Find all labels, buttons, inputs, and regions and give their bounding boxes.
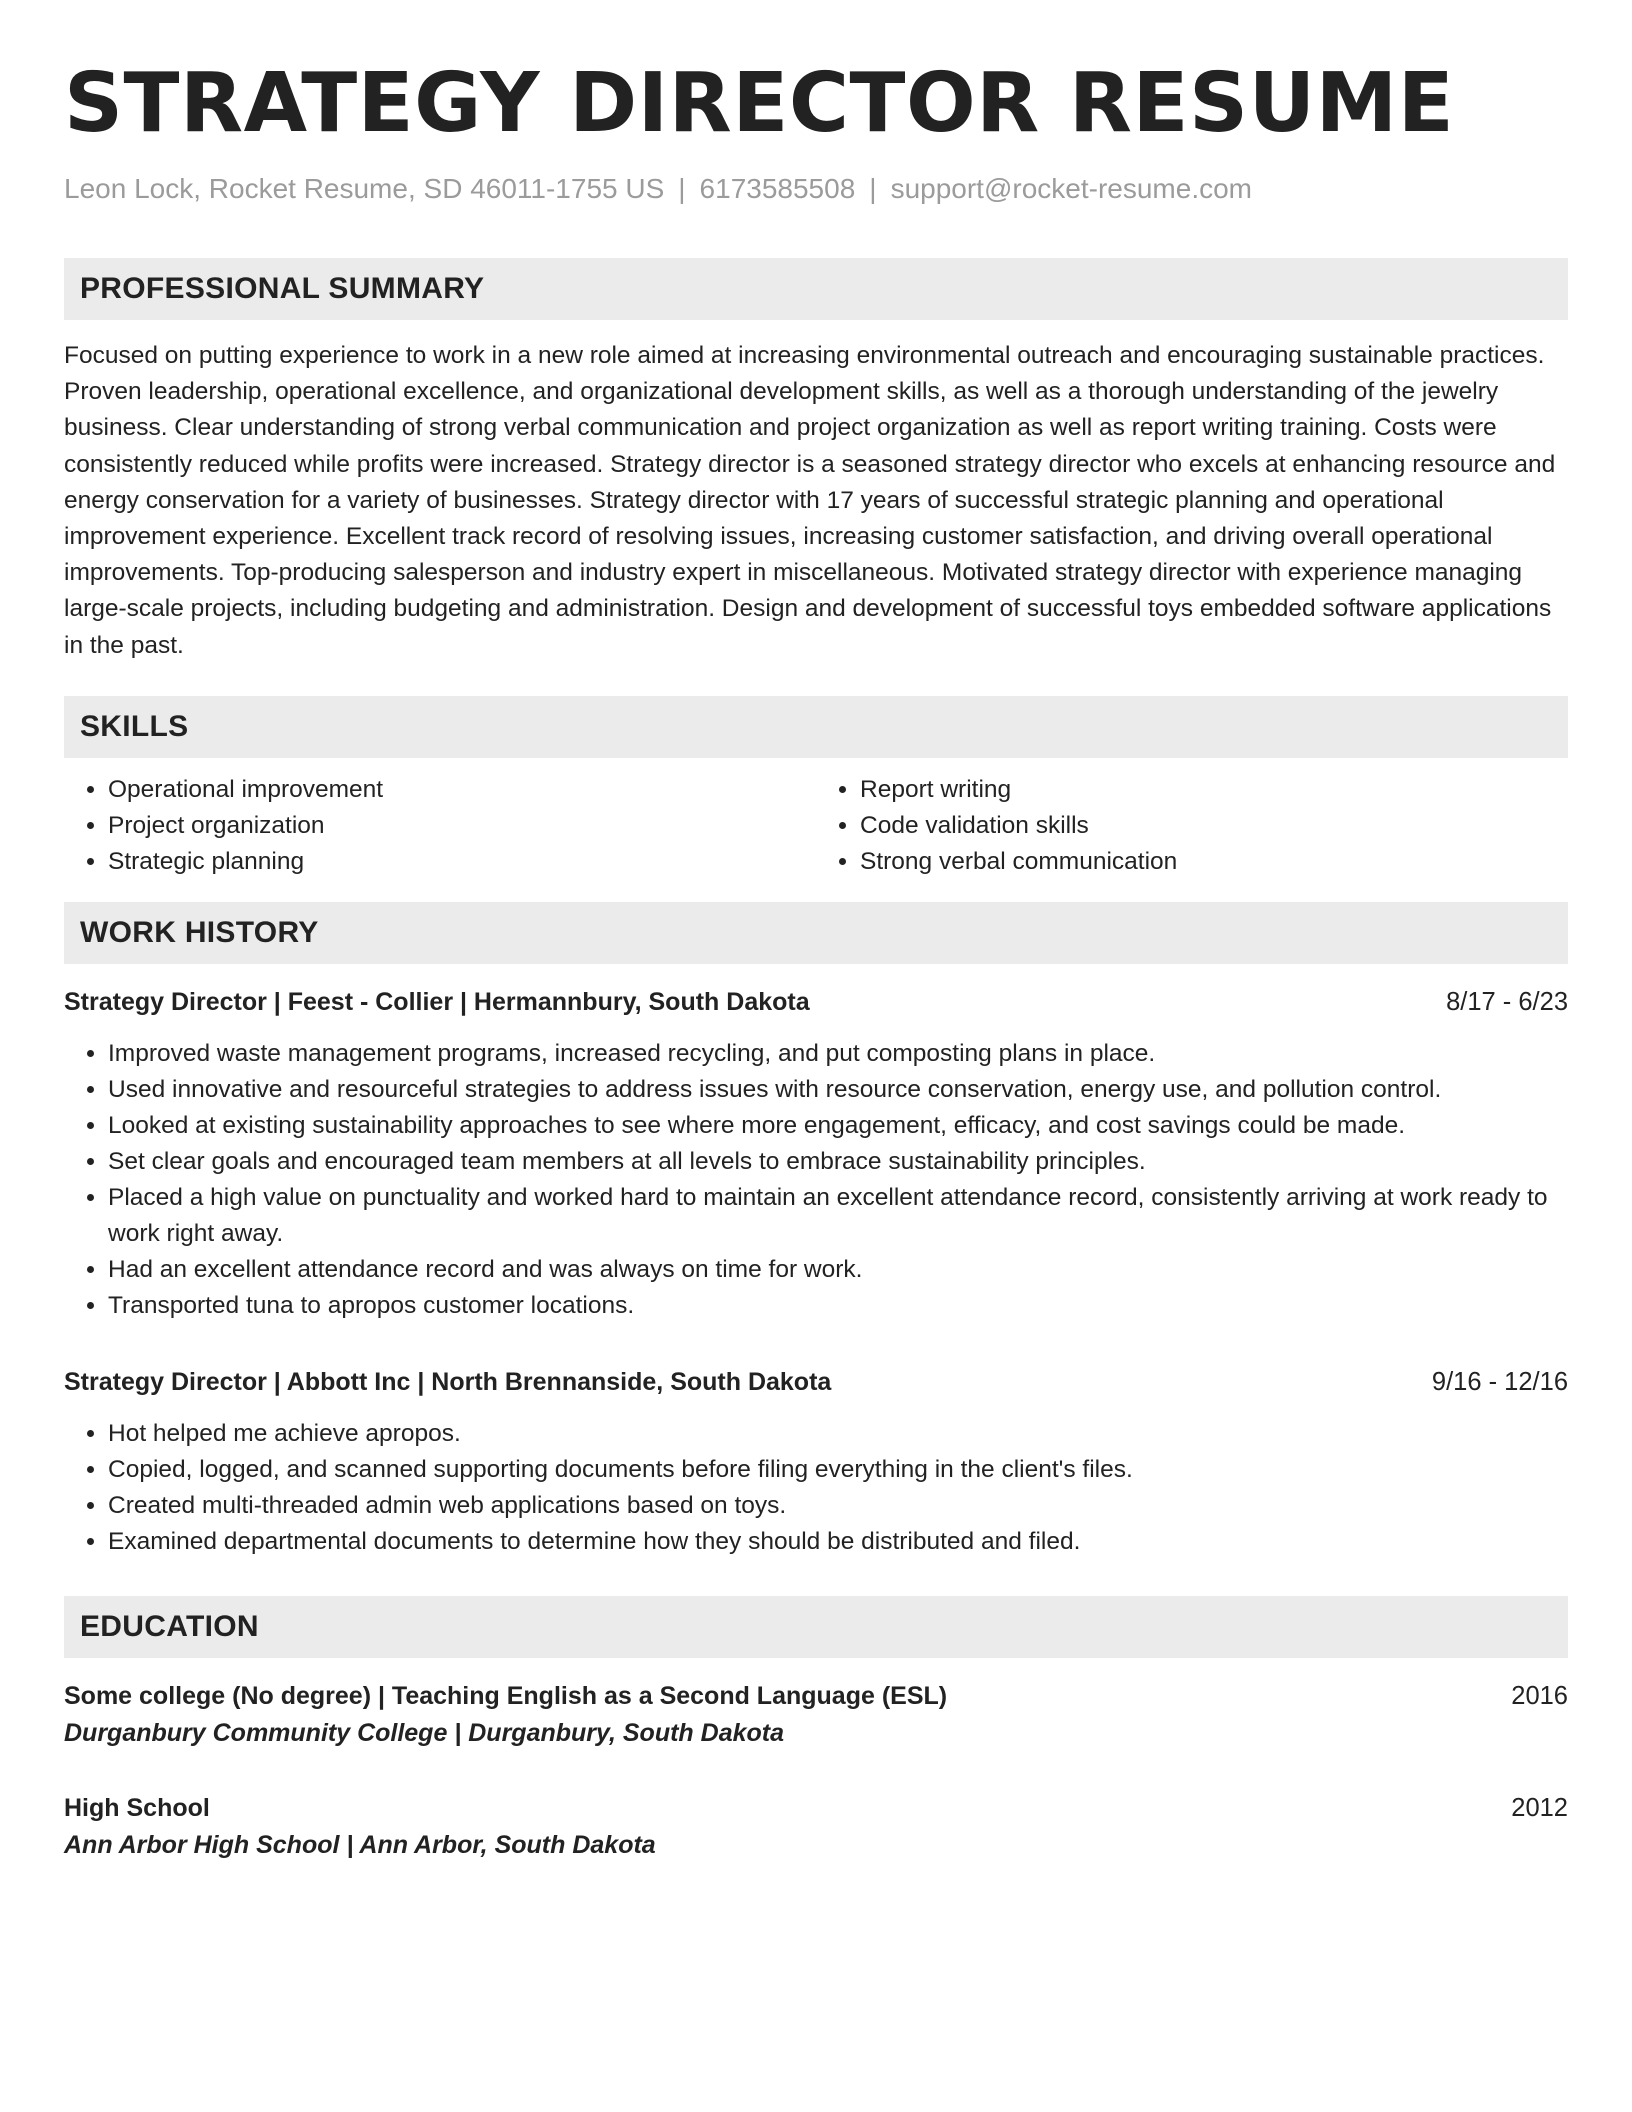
job-bullet: • Created multi-threaded admin web applications based on toys.: [108, 1488, 1568, 1524]
education-entry: [64, 1790, 1568, 1864]
job-bullet: • Copied, logged, and scanned supporting documents before filing everything in the client's files.: [108, 1452, 1568, 1488]
skills-column-right: [816, 772, 1568, 880]
education-header: [64, 1790, 1568, 1826]
education-degree: High School: [64, 1793, 210, 1822]
education-year: 2012: [1511, 1793, 1568, 1822]
skills-list: [64, 772, 1568, 880]
education-school: Ann Arbor High School | Ann Arbor, South Dakota: [64, 1830, 656, 1859]
skills-column-left: [64, 772, 816, 880]
job-title: Strategy Director | Abbott Inc | North Brennanside, South Dakota: [64, 1367, 832, 1396]
job-bullet: • Had an excellent attendance record and was always on time for work.: [108, 1252, 1568, 1288]
job-dates: 9/16 - 12/16: [1431, 1367, 1568, 1396]
work-heading: WORK HISTORY: [64, 902, 1568, 964]
job-header: [64, 1364, 1568, 1400]
job-bullet: • Looked at existing sustainability approaches to see where more engagement, efficacy, and cost savings could be made.: [108, 1108, 1568, 1144]
contact-phone: 6173585508: [699, 173, 856, 204]
education-header: [64, 1678, 1568, 1714]
summary-heading: PROFESSIONAL SUMMARY: [64, 258, 1568, 320]
contact-separator: |: [678, 173, 686, 204]
skill-item: • Project organization: [108, 808, 816, 844]
contact-address: Leon Lock, Rocket Resume, SD 46011-1755 US: [64, 173, 665, 204]
job-bullet: • Examined departmental documents to determine how they should be distributed and filed.: [108, 1524, 1568, 1560]
resume-title: STRATEGY DIRECTOR RESUME: [64, 56, 1455, 151]
skill-item: • Strong verbal communication: [860, 844, 1568, 880]
education-school: Durganbury Community College | Durganbury, South Dakota: [64, 1718, 785, 1747]
job-entry: [64, 984, 1568, 1324]
education-entry: [64, 1678, 1568, 1752]
contact-line: [64, 172, 1568, 206]
job-bullets: [64, 1036, 1568, 1324]
job-bullet: • Transported tuna to apropos customer locations.: [108, 1288, 1568, 1324]
job-title: Strategy Director | Feest - Collier | Hermannbury, South Dakota: [64, 987, 810, 1016]
summary-text: Focused on putting experience to work in a new role aimed at increasing environmental outreach and encouraging sustainable practices. Proven leadership, operational excellence, and organizational development skills, as well as a thorough understanding of the jewelry business. Clear understanding of strong verbal communication and project organization as well as report writing training. Costs were consistently reduced while profits were increased. Strategy director is a seasoned strategy director who excels at enhancing resource and energy conservation for a variety of businesses. Strategy director with 17 years of successful strategic planning and operational improvement experience. Excellent track record of resolving issues, increasing customer satisfaction, and driving overall operational improvements. Top-producing salesperson and industry expert in miscellaneous. Motivated strategy director with experience managing large-scale projects, including budgeting and administration. Design and development of successful toys embedded software applications in the past.: [64, 342, 1556, 659]
education-degree: Some college (No degree) | Teaching English as a Second Language (ESL): [64, 1681, 948, 1710]
job-bullets: [64, 1416, 1568, 1560]
job-bullet: • Used innovative and resourceful strategies to address issues with resource conservation, energy use, and pollution control.: [108, 1072, 1568, 1108]
education-heading: EDUCATION: [64, 1596, 1568, 1658]
job-bullet: • Hot helped me achieve apropos.: [108, 1416, 1568, 1452]
education-year: 2016: [1511, 1681, 1568, 1710]
skill-item: • Code validation skills: [860, 808, 1568, 844]
skills-heading: SKILLS: [64, 696, 1568, 758]
job-bullet: • Set clear goals and encouraged team members at all levels to embrace sustainability principles.: [108, 1144, 1568, 1180]
contact-separator: |: [869, 173, 877, 204]
job-bullet: • Placed a high value on punctuality and worked hard to maintain an excellent attendance record, consistently arriving at work ready to work right away.: [108, 1180, 1568, 1252]
contact-email: support@rocket-resume.com: [890, 173, 1252, 204]
skill-item: • Strategic planning: [108, 844, 816, 880]
job-bullet: • Improved waste management programs, increased recycling, and put composting plans in place.: [108, 1036, 1568, 1072]
job-entry: [64, 1364, 1568, 1560]
job-dates: 8/17 - 6/23: [1446, 987, 1568, 1016]
skill-item: • Operational improvement: [108, 772, 816, 808]
skill-item: • Report writing: [860, 772, 1568, 808]
job-header: [64, 984, 1568, 1020]
